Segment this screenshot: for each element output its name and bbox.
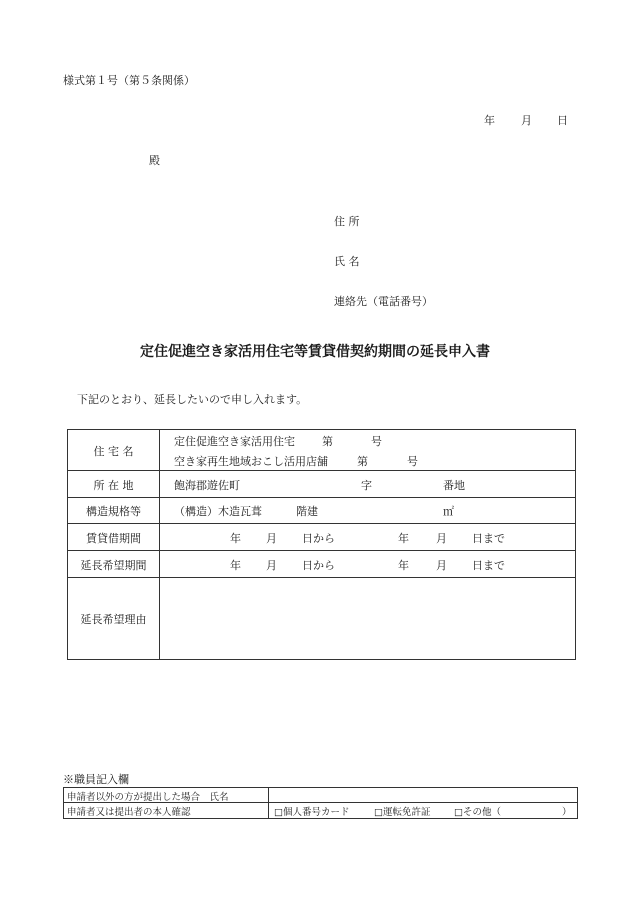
intro-text: 下記のとおり、延長したいので申し入れます。 — [77, 393, 308, 406]
form-number: 様式第１号（第５条関係） — [63, 74, 195, 87]
date-day: 日 — [557, 114, 568, 127]
date-month: 月 — [521, 114, 532, 127]
date-year: 年 — [484, 114, 495, 127]
reason-label: 延長希望理由 — [80, 613, 147, 626]
name-label: 氏 名 — [334, 255, 360, 268]
checkbox-mynumber-card[interactable]: □個人番号カード — [274, 807, 350, 818]
structure-label: 構造規格等 — [86, 505, 141, 518]
housing-type-1-go: 号 — [371, 435, 382, 448]
housing-type-1-dai: 第 — [322, 435, 333, 448]
table-row-line — [68, 470, 575, 471]
checkbox-other-close: ） — [562, 807, 572, 818]
document-title: 定住促進空き家活用住宅等賃貸借契約期間の延長申入書 — [140, 344, 490, 360]
lease-from: 日から — [302, 532, 335, 545]
structure-value: （構造）木造瓦葺 — [174, 505, 262, 518]
extension-month-1: 月 — [266, 559, 277, 572]
lease-to: 日まで — [472, 532, 505, 545]
structure-area-unit: ㎡ — [443, 505, 454, 518]
extension-to: 日まで — [472, 559, 505, 572]
structure-floors: 階建 — [296, 505, 318, 518]
lease-year-2: 年 — [398, 532, 409, 545]
staff-id-check-label: 申請者又は提出者の本人確認 — [67, 807, 191, 818]
location-banchi: 番地 — [443, 479, 465, 492]
housing-type-1: 定住促進空き家活用住宅 — [174, 435, 295, 448]
address-label: 住 所 — [334, 215, 360, 228]
table-row-line — [68, 497, 575, 498]
table-row-line — [68, 550, 575, 551]
staff-section-heading: ※職員記入欄 — [63, 773, 129, 786]
housing-type-2: 空き家再生地域おこし活用店舗 — [174, 455, 328, 468]
table-row-line — [68, 577, 575, 578]
extension-month-2: 月 — [436, 559, 447, 572]
extension-year-1: 年 — [230, 559, 241, 572]
extension-period-label: 延長希望期間 — [80, 559, 147, 572]
table-divider — [159, 430, 160, 659]
table-row-line — [68, 523, 575, 524]
location-label: 所 在 地 — [93, 479, 134, 492]
housing-type-2-dai: 第 — [357, 455, 368, 468]
application-table — [67, 429, 576, 660]
extension-from: 日から — [302, 559, 335, 572]
housing-name-label: 住 宅 名 — [93, 445, 134, 458]
extension-year-2: 年 — [398, 559, 409, 572]
lease-period-label: 賃貸借期間 — [86, 532, 141, 545]
lease-month-2: 月 — [436, 532, 447, 545]
staff-table — [63, 787, 578, 819]
staff-divider — [268, 788, 269, 818]
contact-label: 連絡先（電話番号） — [334, 295, 433, 308]
lease-year-1: 年 — [230, 532, 241, 545]
lease-month-1: 月 — [266, 532, 277, 545]
location-town: 飽海郡遊佐町 — [174, 479, 240, 492]
checkbox-drivers-license[interactable]: □運転免許証 — [374, 807, 431, 818]
housing-type-2-go: 号 — [407, 455, 418, 468]
staff-proxy-label: 申請者以外の方が提出した場合 氏名 — [67, 792, 229, 803]
checkbox-other[interactable]: □その他（ — [454, 807, 501, 818]
addressee-suffix: 殿 — [149, 154, 160, 167]
location-aza: 字 — [361, 479, 372, 492]
